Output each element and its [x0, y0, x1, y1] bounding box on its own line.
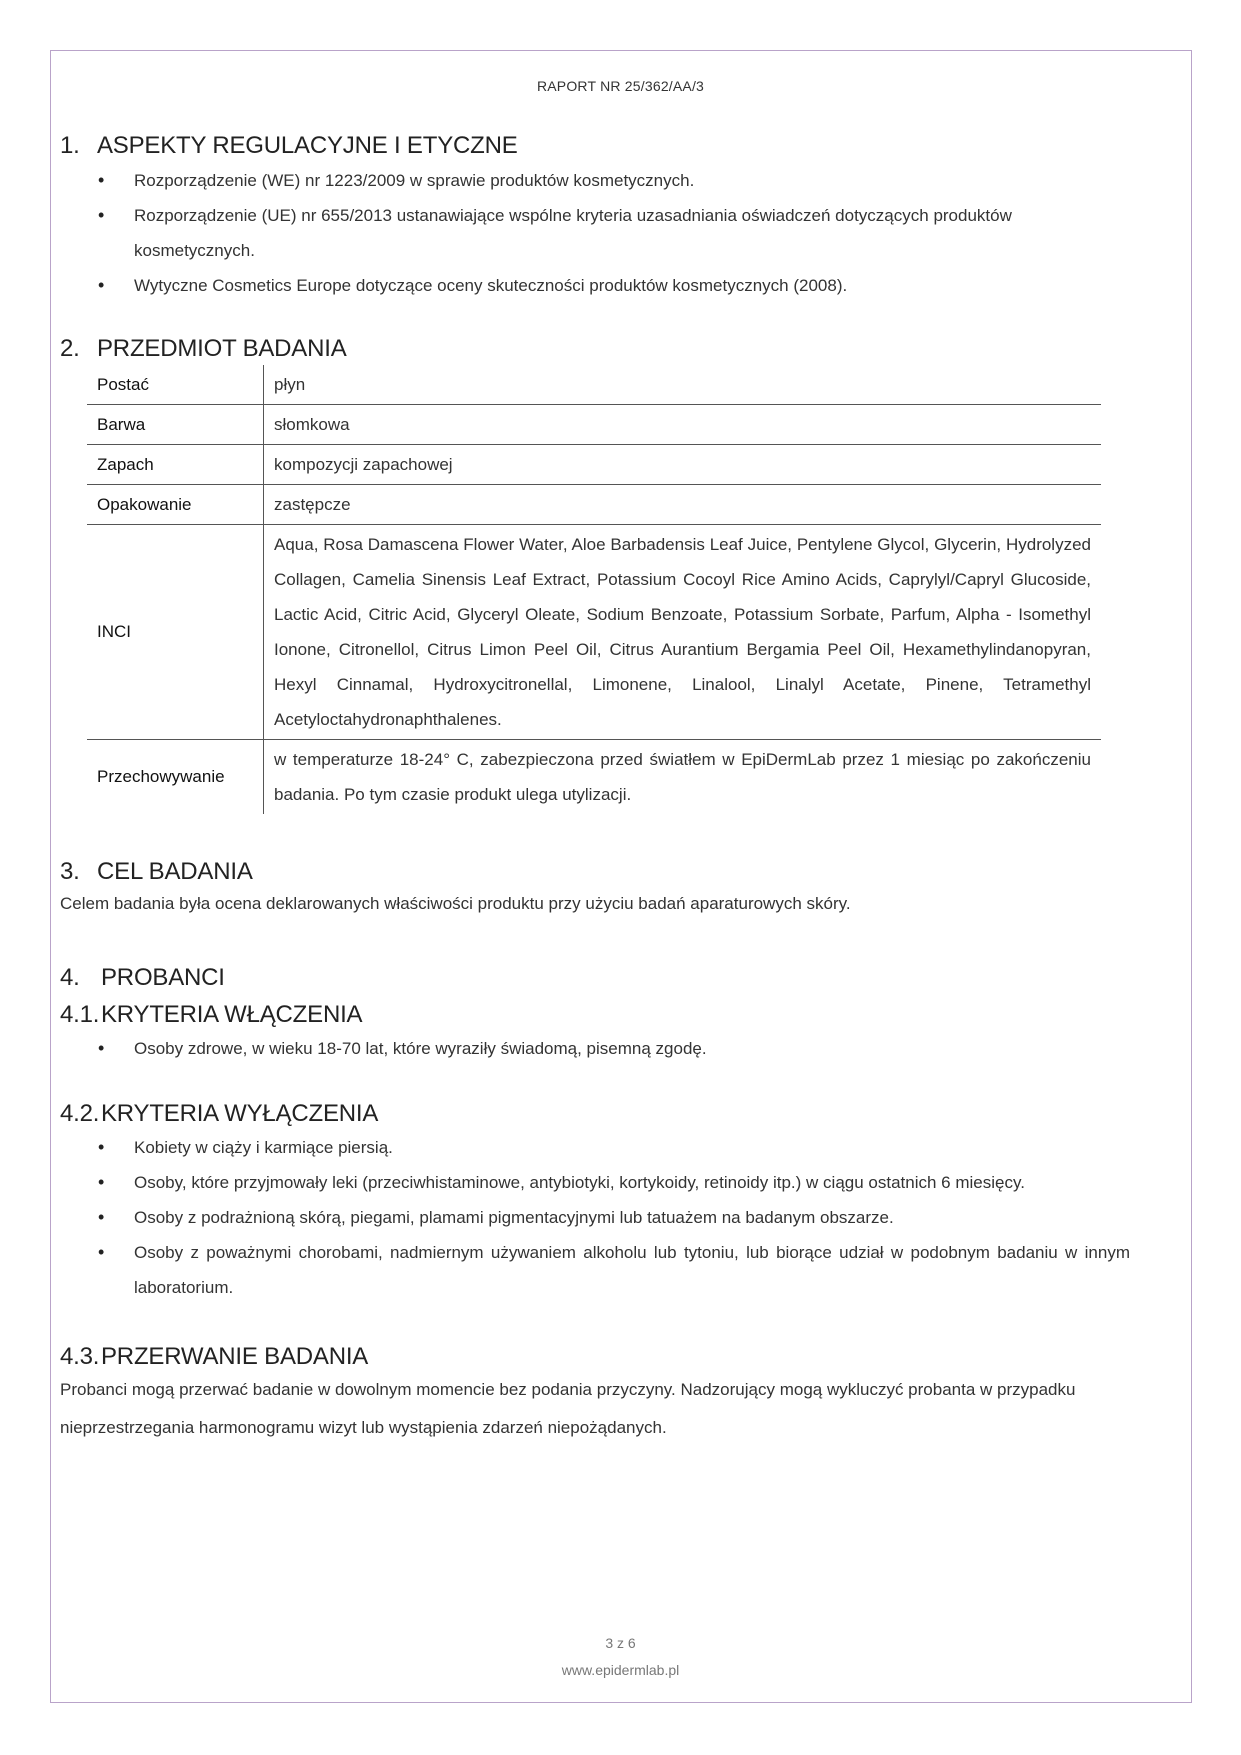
section-3-number: 3. — [60, 858, 80, 885]
inclusion-list — [60, 1031, 1130, 1066]
section-4-1-title: KRYTERIA WŁĄCZENIA — [101, 1001, 363, 1028]
row-value: kompozycji zapachowej — [264, 445, 1102, 485]
section-4-2-number: 4.2. — [60, 1100, 100, 1127]
row-value: w temperaturze 18-24° C, zabezpieczona przed światłem w EpiDermLab przez 1 miesiąc po zakończeniu badania. Po tym czasie produkt ulega utylizacji. — [274, 750, 1091, 804]
report-header: RAPORT NR 25/362/AA/3 — [536, 78, 705, 94]
table-row — [87, 445, 1101, 485]
list-item: • Rozporządzenie (UE) nr 655/2013 ustanawiające wspólne kryteria uzasadniania oświadczeń dotyczących produktów kosmetycznych. — [60, 198, 1100, 268]
section-2-title: PRZEDMIOT BADANIA — [97, 335, 347, 362]
row-value: płyn — [264, 365, 1102, 405]
section-3-heading — [60, 858, 1130, 886]
row-value: Aqua, Rosa Damascena Flower Water, Aloe Barbadensis Leaf Juice, Pentylene Glycol, Glycerin, Hydrolyzed Collagen, Camelia Sinensis Leaf Extract, Potassium Cocoyl Rice Amino Acids, Caprylyl/Capryl Glucoside, Lactic Acid, Citric Acid, Glyceryl Oleate, Sodium Benzoate, Potassium Sorbate, Parfum, Alpha - Isomethyl Ionone, Citronellol, Citrus Limon Peel Oil, Citrus Aurantium Bergamia Peel Oil, Hexamethylindanopyran, Hexyl Cinnamal, Hydroxycitronellal, Limonene, Linalool, Linalyl Acetate, Pinene, Tetramethyl Acetyloctahydronaphthalenes. — [264, 525, 1102, 740]
section-1-heading — [60, 132, 1130, 160]
section-2-heading — [60, 335, 1130, 363]
section-4-number: 4. — [60, 964, 80, 991]
row-value: zastępcze — [264, 485, 1102, 525]
section-4-2-title: KRYTERIA WYŁĄCZENIA — [101, 1100, 379, 1127]
section-4-title: PROBANCI — [101, 964, 225, 991]
list-item: • Kobiety w ciąży i karmiące piersią. — [60, 1130, 1130, 1165]
section-4-2-heading — [60, 1100, 1130, 1128]
section-1-number: 1. — [60, 132, 80, 159]
section-4-1-number: 4.1. — [60, 1001, 100, 1028]
section-3-text: Celem badania była ocena deklarowanych właściwości produktu przy użyciu badań aparaturowych skóry. — [60, 894, 851, 913]
product-table — [87, 365, 1101, 814]
table-row — [87, 740, 1101, 815]
section-1-title: ASPEKTY REGULACYJNE I ETYCZNE — [97, 132, 518, 159]
row-label: Barwa — [87, 405, 264, 445]
list-item: • Rozporządzenie (WE) nr 1223/2009 w sprawie produktów kosmetycznych. — [60, 163, 1100, 198]
section-4-3-heading — [60, 1343, 1130, 1371]
row-value: słomkowa — [264, 405, 1102, 445]
table-row — [87, 365, 1101, 405]
table-row — [87, 485, 1101, 525]
row-label: Postać — [87, 365, 264, 405]
exclusion-list — [60, 1130, 1130, 1305]
website-link[interactable]: www.epidermlab.pl — [561, 1662, 680, 1678]
section-3-title: CEL BADANIA — [97, 858, 253, 885]
regulation-list — [60, 163, 1100, 303]
row-label: Opakowanie — [87, 485, 264, 525]
section-4-heading — [60, 964, 1130, 992]
page-number: 3 z 6 — [605, 1635, 636, 1651]
row-label: Przechowywanie — [87, 740, 264, 815]
section-2-number: 2. — [60, 335, 80, 362]
document-body — [60, 132, 1130, 1447]
list-item: • Osoby z podrażnioną skórą, piegami, plamami pigmentacyjnymi lub tatuażem na badanym obszarze. — [60, 1200, 1130, 1235]
section-4-3-title: PRZERWANIE BADANIA — [101, 1343, 369, 1370]
table-row — [87, 405, 1101, 445]
table-row — [87, 525, 1101, 740]
list-item: • Osoby z poważnymi chorobami, nadmiernym używaniem alkoholu lub tytoniu, lub biorące udział w podobnym badaniu w innym laboratorium. — [60, 1235, 1130, 1305]
section-4-3-number: 4.3. — [60, 1343, 100, 1370]
row-label: INCI — [87, 525, 264, 740]
list-item: • Osoby, które przyjmowały leki (przeciwhistaminowe, antybiotyki, kortykoidy, retinoidy itp.) w ciągu ostatnich 6 miesięcy. — [60, 1165, 1130, 1200]
list-item: • Wytyczne Cosmetics Europe dotyczące oceny skuteczności produktów kosmetycznych (2008). — [60, 268, 1100, 303]
section-4-1-heading — [60, 1001, 1130, 1029]
section-4-3-text: Probanci mogą przerwać badanie w dowolnym momencie bez podania przyczyny. Nadzorujący mogą wykluczyć probanta w przypadku nieprzestrzegania harmonogramu wizyt lub wystąpienia zdarzeń niepożądanych. — [60, 1380, 1076, 1437]
row-label: Zapach — [87, 445, 264, 485]
list-item: • Osoby zdrowe, w wieku 18-70 lat, które wyraziły świadomą, pisemną zgodę. — [60, 1031, 1130, 1066]
